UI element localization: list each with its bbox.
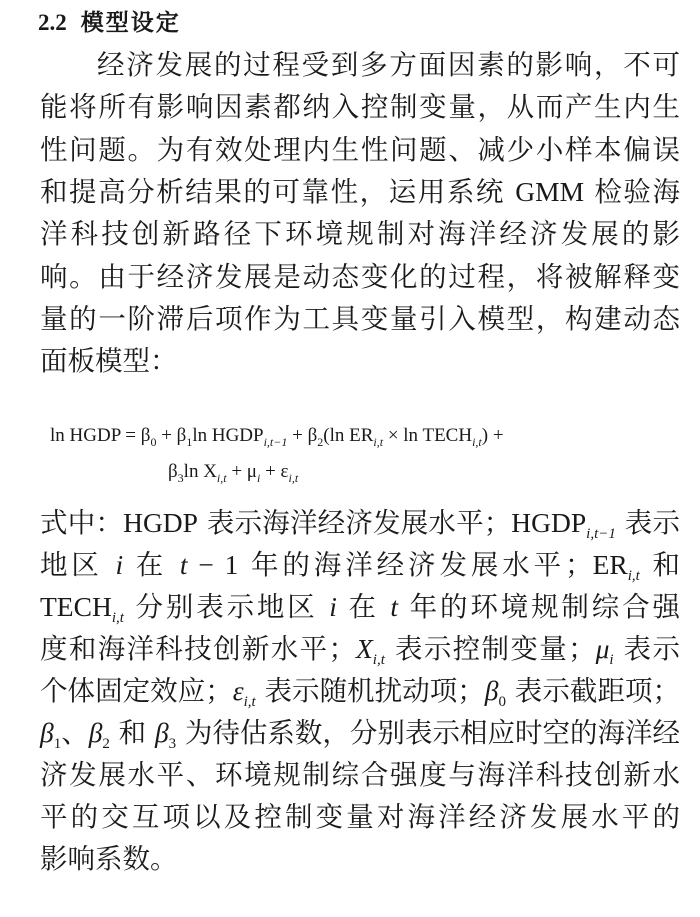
section-heading <box>38 6 181 40</box>
eq-subscript: i,t <box>373 435 384 449</box>
variable: β <box>154 717 169 748</box>
eq-subscript: i,t <box>216 471 227 485</box>
variable: X <box>355 633 373 664</box>
eq-subscript: 3 <box>177 471 184 485</box>
subscript: i,t <box>372 652 385 668</box>
eq-subscript: 1 <box>186 435 193 449</box>
text-run: 年的海洋经济发展水平； <box>238 549 593 581</box>
eq-term: (ln ER <box>323 425 374 446</box>
paragraph-2-line-5 <box>40 670 680 712</box>
variable: i <box>115 549 124 580</box>
paragraph-2-line-4 <box>40 628 680 670</box>
variable: TECH <box>40 591 112 622</box>
text-run: 分别表示地区 <box>123 591 330 623</box>
text-run: 和 <box>639 549 680 581</box>
paragraph-2-line-8: 平的交互项以及控制变量对海洋经济发展水平的 <box>40 801 680 833</box>
variable: t <box>390 591 399 622</box>
equation-line-1 <box>50 422 504 456</box>
text-run: 表示控制变量； <box>384 633 596 665</box>
variable: HGDP <box>123 507 198 538</box>
text-run: 在 <box>336 591 391 623</box>
paragraph-1-line-8: 面板模型： <box>40 345 178 377</box>
variable: β <box>40 717 54 748</box>
text-run: 、 <box>61 717 89 749</box>
text-run: 式中： <box>40 507 124 539</box>
subscript: i,t−1 <box>586 526 616 542</box>
paragraph-1-line-4 <box>40 171 680 213</box>
variable: HGDP <box>511 507 587 538</box>
text-run: 和 <box>109 717 155 749</box>
eq-subscript: i <box>257 471 261 485</box>
variable: β <box>484 675 499 706</box>
section-title: 模型设定 <box>80 9 181 36</box>
paragraph-1-line-7: 量的一阶滞后项作为工具变量引入模型，构建动态 <box>40 303 680 335</box>
eq-subscript: i,t <box>288 471 299 485</box>
eq-term: β <box>168 461 178 482</box>
text-run: 地区 <box>40 549 116 581</box>
eq-subscript: 0 <box>150 435 157 449</box>
equation-line-2 <box>168 458 298 492</box>
subscript: i,t <box>627 568 640 584</box>
variable: ε <box>232 675 244 706</box>
eq-subscript: 2 <box>317 435 324 449</box>
variable: i <box>329 591 337 622</box>
text-run: 表示随机扰动项； <box>255 675 485 707</box>
subscript: 1 <box>53 736 62 752</box>
subscript: 3 <box>168 736 177 752</box>
text-run: 检验海 <box>584 176 680 208</box>
text-run: 年的环境规制综合强 <box>398 591 680 623</box>
eq-subscript: i,t <box>472 435 482 449</box>
text-run: 度和海洋科技创新水平； <box>40 633 356 665</box>
text-run: 和提高分析结果的可靠性，运用系统 <box>40 176 516 208</box>
variable: t <box>179 549 188 580</box>
subscript: 2 <box>102 736 110 752</box>
gmm-term: GMM <box>515 176 585 207</box>
paragraph-1-line-2: 能将所有影响因素都纳入控制变量，从而产生内生 <box>40 91 680 123</box>
paragraph-2-line-6 <box>40 712 680 754</box>
variable: μ <box>595 633 610 664</box>
text-run: 表示截距项； <box>506 675 680 707</box>
subscript: 0 <box>498 694 506 710</box>
eq-term: + μ <box>226 461 257 482</box>
eq-term: + ε <box>260 461 289 482</box>
paragraph-2-line-7: 济发展水平、环境规制综合强度与海洋科技创新水 <box>40 759 680 791</box>
text-run: 为待估系数，分别表示相应时空的海洋经 <box>176 717 681 749</box>
eq-term: ln HGDP <box>192 425 264 446</box>
eq-subscript: i,t−1 <box>263 435 288 449</box>
text-run: 在 <box>123 549 180 581</box>
variable: ER <box>592 549 628 580</box>
variable: β <box>88 717 103 748</box>
paragraph-2-line-3 <box>40 586 680 628</box>
number: − 1 <box>187 549 239 580</box>
paragraph-2-line-1 <box>40 502 680 544</box>
paragraph-1-line-6: 响。由于经济发展是动态变化的过程，将被解释变 <box>40 261 680 293</box>
text-run: 个体固定效应； <box>40 675 233 707</box>
eq-term: + β <box>287 425 318 446</box>
paragraph-1-line-5: 洋科技创新路径下环境规制对海洋经济发展的影 <box>40 218 680 250</box>
paragraph-1-line-3: 性问题。为有效处理内生性问题、减少小样本偏误 <box>40 134 680 166</box>
section-number: 2.2 <box>38 10 67 35</box>
paragraph-2-line-9: 影响系数。 <box>40 843 178 875</box>
text-run: 表示海洋经济发展水平； <box>197 507 512 539</box>
paragraph-2-line-2 <box>40 544 680 586</box>
eq-term: + β <box>156 425 187 446</box>
subscript: i,t <box>243 694 256 710</box>
eq-term: ln X <box>183 461 217 482</box>
text-run: 表示 <box>615 507 680 539</box>
subscript: i,t <box>111 610 124 626</box>
eq-term: ) + <box>481 425 504 446</box>
eq-term: ln HGDP = β <box>50 425 151 446</box>
paragraph-1-line-1: 经济发展的过程受到多方面因素的影响，不可 <box>97 49 680 81</box>
subscript: i <box>609 652 614 668</box>
text-run: 表示 <box>613 633 680 665</box>
eq-term: × ln TECH <box>383 425 473 446</box>
